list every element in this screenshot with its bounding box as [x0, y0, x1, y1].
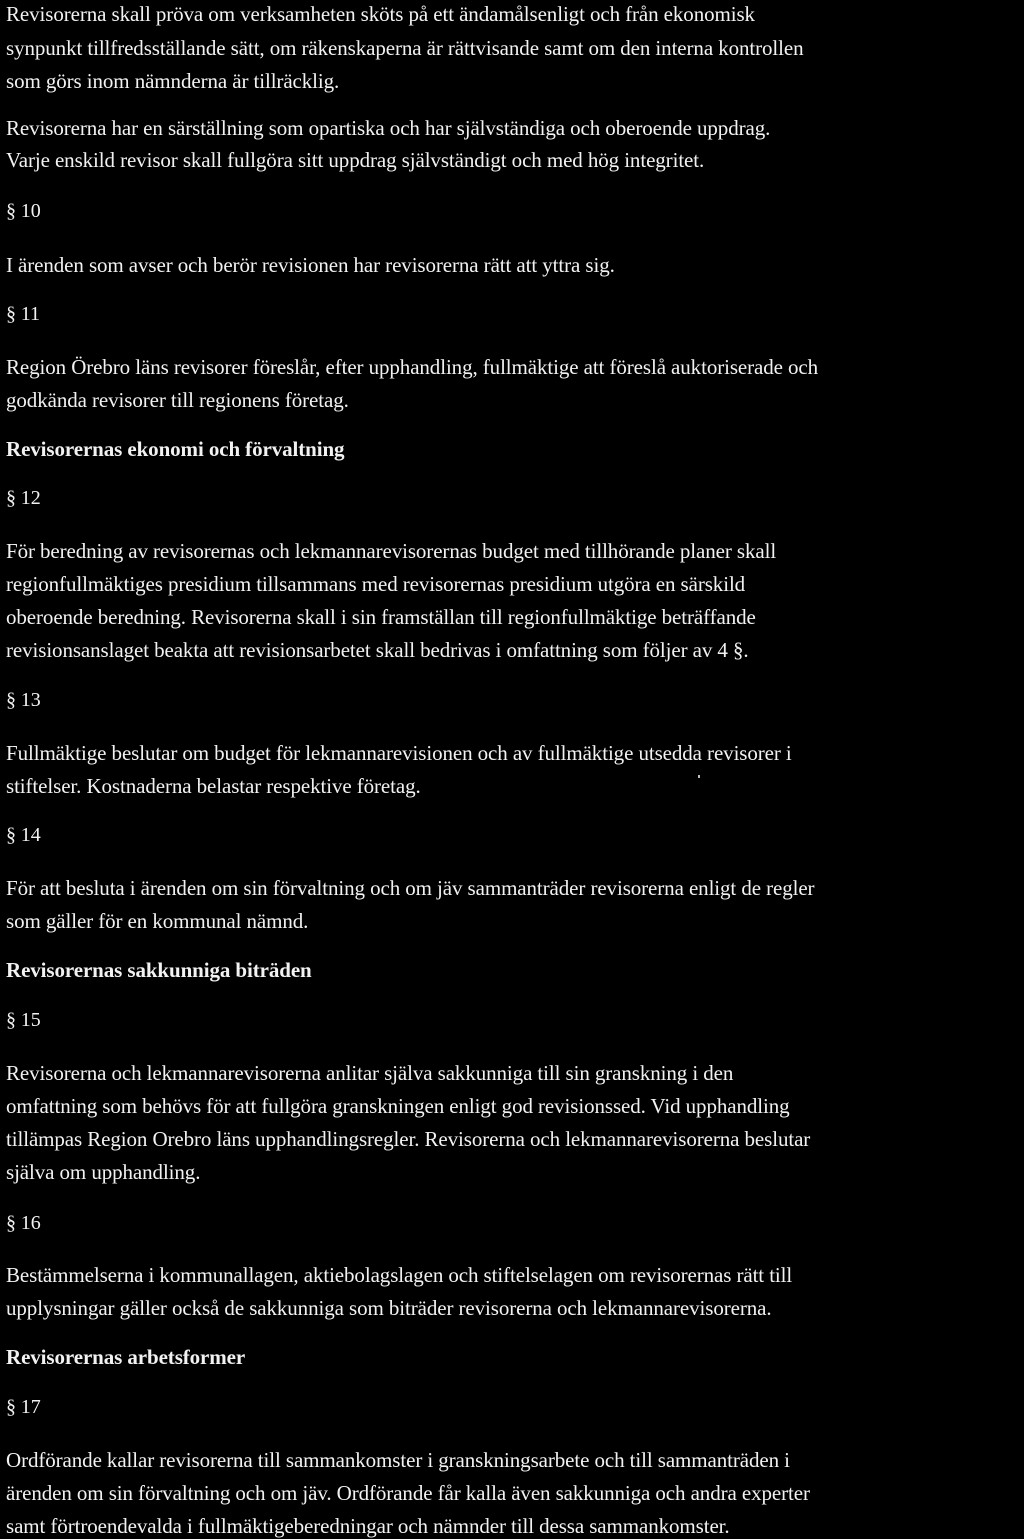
- text-line: som görs inom nämnderna är tillräcklig.: [6, 69, 340, 93]
- scan-speck: [698, 775, 700, 778]
- section-number: § 14: [6, 824, 41, 846]
- section-heading: Revisorernas ekonomi och förvaltning: [6, 437, 345, 461]
- text-line: Bestämmelserna i kommunallagen, aktiebolagslagen och stiftelselagen om revisorernas rätt till: [6, 1263, 793, 1287]
- text-line: synpunkt tillfredsställande sätt, om räkenskaperna är rättvisande samt om den interna kontrollen: [6, 36, 804, 60]
- section-heading: Revisorernas arbetsformer: [6, 1345, 246, 1369]
- text-line: tillämpas Region Orebro läns upphandlingsregler. Revisorerna och lekmannarevisorerna beslutar: [6, 1127, 811, 1151]
- text-line: omfattning som behövs för att fullgöra granskningen enligt god revisionssed. Vid upphandling: [6, 1094, 790, 1118]
- section-number: § 10: [6, 200, 41, 222]
- text-line: För beredning av revisorernas och lekmannarevisorernas budget med tillhörande planer skall: [6, 539, 777, 563]
- text-line: Revisorerna skall pröva om verksamheten sköts på ett ändamålsenligt och från ekonomisk: [6, 2, 755, 26]
- text-line: Ordförande kallar revisorerna till sammankomster i granskningsarbete och till sammanträden i: [6, 1448, 790, 1472]
- text-line: Fullmäktige beslutar om budget för lekmannarevisionen och av fullmäktige utsedda revisorer i: [6, 741, 792, 765]
- text-line: samt förtroendevalda i fullmäktigeberedningar och nämnder till dessa sammankomster.: [6, 1514, 730, 1538]
- text-line: revisionsanslaget beakta att revisionsarbetet skall bedrivas i omfattning som följer av 4 §.: [6, 638, 749, 662]
- section-number: § 16: [6, 1212, 41, 1234]
- section-number: § 11: [6, 303, 40, 325]
- text-line: som gäller för en kommunal nämnd.: [6, 909, 309, 933]
- section-heading: Revisorernas sakkunniga biträden: [6, 958, 312, 982]
- text-line: Revisorerna och lekmannarevisorerna anlitar själva sakkunniga till sin granskning i den: [6, 1061, 734, 1085]
- section-10-text: I ärenden som avser och berör revisionen har revisorerna rätt att yttra sig.: [6, 253, 615, 277]
- text-line: upplysningar gäller också de sakkunniga som biträder revisorerna och lekmannarevisorerna.: [6, 1296, 772, 1320]
- section-number: § 17: [6, 1396, 41, 1418]
- text-line: Revisorerna har en särställning som opartiska och har självständiga och oberoende uppdrag.: [6, 116, 771, 140]
- text-line: oberoende beredning. Revisorerna skall i sin framställan till regionfullmäktige beträffande: [6, 605, 756, 629]
- section-number: § 13: [6, 689, 41, 711]
- text-line: stiftelser. Kostnaderna belastar respektive företag.: [6, 774, 421, 798]
- section-number: § 15: [6, 1009, 41, 1031]
- text-line: Varje enskild revisor skall fullgöra sitt uppdrag självständigt och med hög integritet.: [6, 148, 705, 172]
- text-line: Region Örebro läns revisorer föreslår, efter upphandling, fullmäktige att föreslå auktoriserade och: [6, 355, 819, 379]
- text-line: ärenden om sin förvaltning och om jäv. Ordförande får kalla även sakkunniga och andra experter: [6, 1481, 810, 1505]
- section-number: § 12: [6, 487, 41, 509]
- text-line: regionfullmäktiges presidium tillsammans med revisorernas presidium utgöra en särskild: [6, 572, 746, 596]
- text-line: För att besluta i ärenden om sin förvaltning och om jäv sammanträder revisorerna enligt de regler: [6, 876, 815, 900]
- text-line: själva om upphandling.: [6, 1160, 201, 1184]
- text-line: godkända revisorer till regionens företag.: [6, 388, 349, 412]
